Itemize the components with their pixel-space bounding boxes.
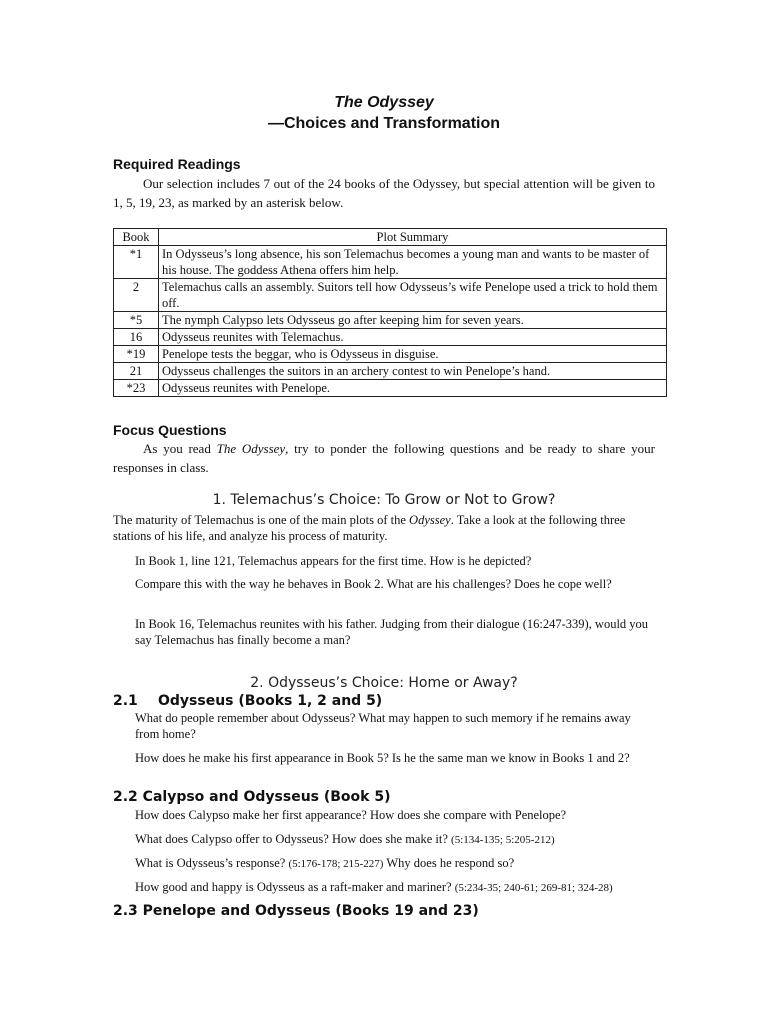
section-1-lead (113, 512, 658, 544)
section-1-heading: 1. Telemachus’s Choice: To Grow or Not to Grow? (212, 492, 556, 508)
table-cell-book: *23 (114, 380, 159, 397)
lead-text-part: . Take a look at the following three stations of his life, and analyze his process of maturity. (113, 513, 626, 543)
table-cell-summary: Odysseus challenges the suitors in an archery contest to win Penelope’s hand. (159, 363, 667, 380)
subsection-2-2-heading: 2.2 Calypso and Odysseus (Book 5) (113, 789, 391, 805)
question-text: How good and happy is Odysseus as a raft-maker and mariner? (135, 880, 455, 894)
subsection-2-2-question-4 (135, 879, 655, 896)
plot-summary-table (113, 228, 667, 397)
table-header-book: Book (114, 229, 159, 246)
subsection-2-2-question-1: How does Calypso make her first appearance? How does she compare with Penelope? (135, 808, 567, 822)
question-text: Why does he respond so? (383, 856, 515, 870)
subsection-2-1-question-2: How does he make his first appearance in Book 5? Is he the same man we know in Books 1 and 2? (135, 751, 630, 765)
table-cell-book: *19 (114, 346, 159, 363)
table-row (114, 329, 667, 346)
line-reference: (5:134-135; 5:205-212) (451, 834, 555, 846)
table-cell-book: 2 (114, 279, 159, 312)
table-cell-book: *1 (114, 246, 159, 279)
section-1-question-2: Compare this with the way he behaves in Book 2. What are his challenges? Does he cope well? (135, 577, 612, 591)
lead-text-part: The maturity of Telemachus is one of the main plots of the (113, 513, 410, 527)
line-reference: (5:234-35; 240-61; 269-81; 324-28) (454, 882, 613, 894)
subsection-number: 2.1 (113, 693, 138, 709)
focus-text-part: , try to ponder the following questions and be ready to share your responses in class. (113, 441, 655, 475)
table-cell-summary: Penelope tests the beggar, who is Odysseus in disguise. (159, 346, 667, 363)
section-1-question-1: In Book 1, line 121, Telemachus appears for the first time. How is he depicted? (135, 554, 532, 568)
required-readings-text: Our selection includes 7 out of the 24 books of the Odyssey, but special attention will be given to 1, 5, 19, 23, as marked by an asterisk below. (113, 176, 655, 210)
lead-text-italic: Odyssey (409, 513, 451, 527)
focus-questions-text (113, 439, 655, 477)
table-cell-book: *5 (114, 312, 159, 329)
subsection-2-1-question-1: What do people remember about Odysseus? What may happen to such memory if he remains away from home? (135, 711, 631, 741)
table-cell-book: 16 (114, 329, 159, 346)
table-cell-summary: Telemachus calls an assembly. Suitors tell how Odysseus’s wife Penelope used a trick to hold them off. (159, 279, 667, 312)
line-reference: (5:176-178; 215-227) (288, 858, 384, 870)
question-text: What is Odysseus’s response? (135, 856, 289, 870)
table-row (114, 346, 667, 363)
focus-text-part: As you read (143, 441, 217, 456)
document-subtitle: —Choices and Transformation (267, 115, 501, 132)
subsection-title: Odysseus (Books 1, 2 and 5) (158, 693, 383, 709)
table-header-summary: Plot Summary (159, 229, 667, 246)
table-row (114, 380, 667, 397)
section-2-heading: 2. Odysseus’s Choice: Home or Away? (250, 675, 518, 691)
subsection-2-2-question-2 (135, 831, 655, 848)
question-text: What does Calypso offer to Odysseus? How does she make it? (135, 832, 452, 846)
table-cell-summary: In Odysseus’s long absence, his son Telemachus becomes a young man and wants to be master of his house. The goddess Athena offers him help. (159, 246, 667, 279)
table-row (114, 363, 667, 380)
table-cell-summary: Odysseus reunites with Penelope. (159, 380, 667, 397)
table-cell-summary: Odysseus reunites with Telemachus. (159, 329, 667, 346)
section-1-question-3: In Book 16, Telemachus reunites with his father. Judging from their dialogue (16:247-339), would you say Telemachus has finally become a man? (135, 617, 649, 647)
table-row (114, 279, 667, 312)
table-row (114, 246, 667, 279)
subsection-2-1-heading (113, 693, 382, 709)
subsection-2-3-heading: 2.3 Penelope and Odysseus (Books 19 and 23) (113, 903, 479, 919)
required-readings-heading: Required Readings (113, 156, 241, 172)
table-row (114, 312, 667, 329)
document-title: The Odyssey (334, 94, 434, 111)
focus-questions-heading: Focus Questions (113, 422, 227, 438)
table-cell-book: 21 (114, 363, 159, 380)
table-cell-summary: The nymph Calypso lets Odysseus go after keeping him for seven years. (159, 312, 667, 329)
subsection-2-2-question-3 (135, 855, 655, 872)
focus-text-italic: The Odyssey (216, 441, 286, 456)
table-header-row (114, 229, 667, 246)
